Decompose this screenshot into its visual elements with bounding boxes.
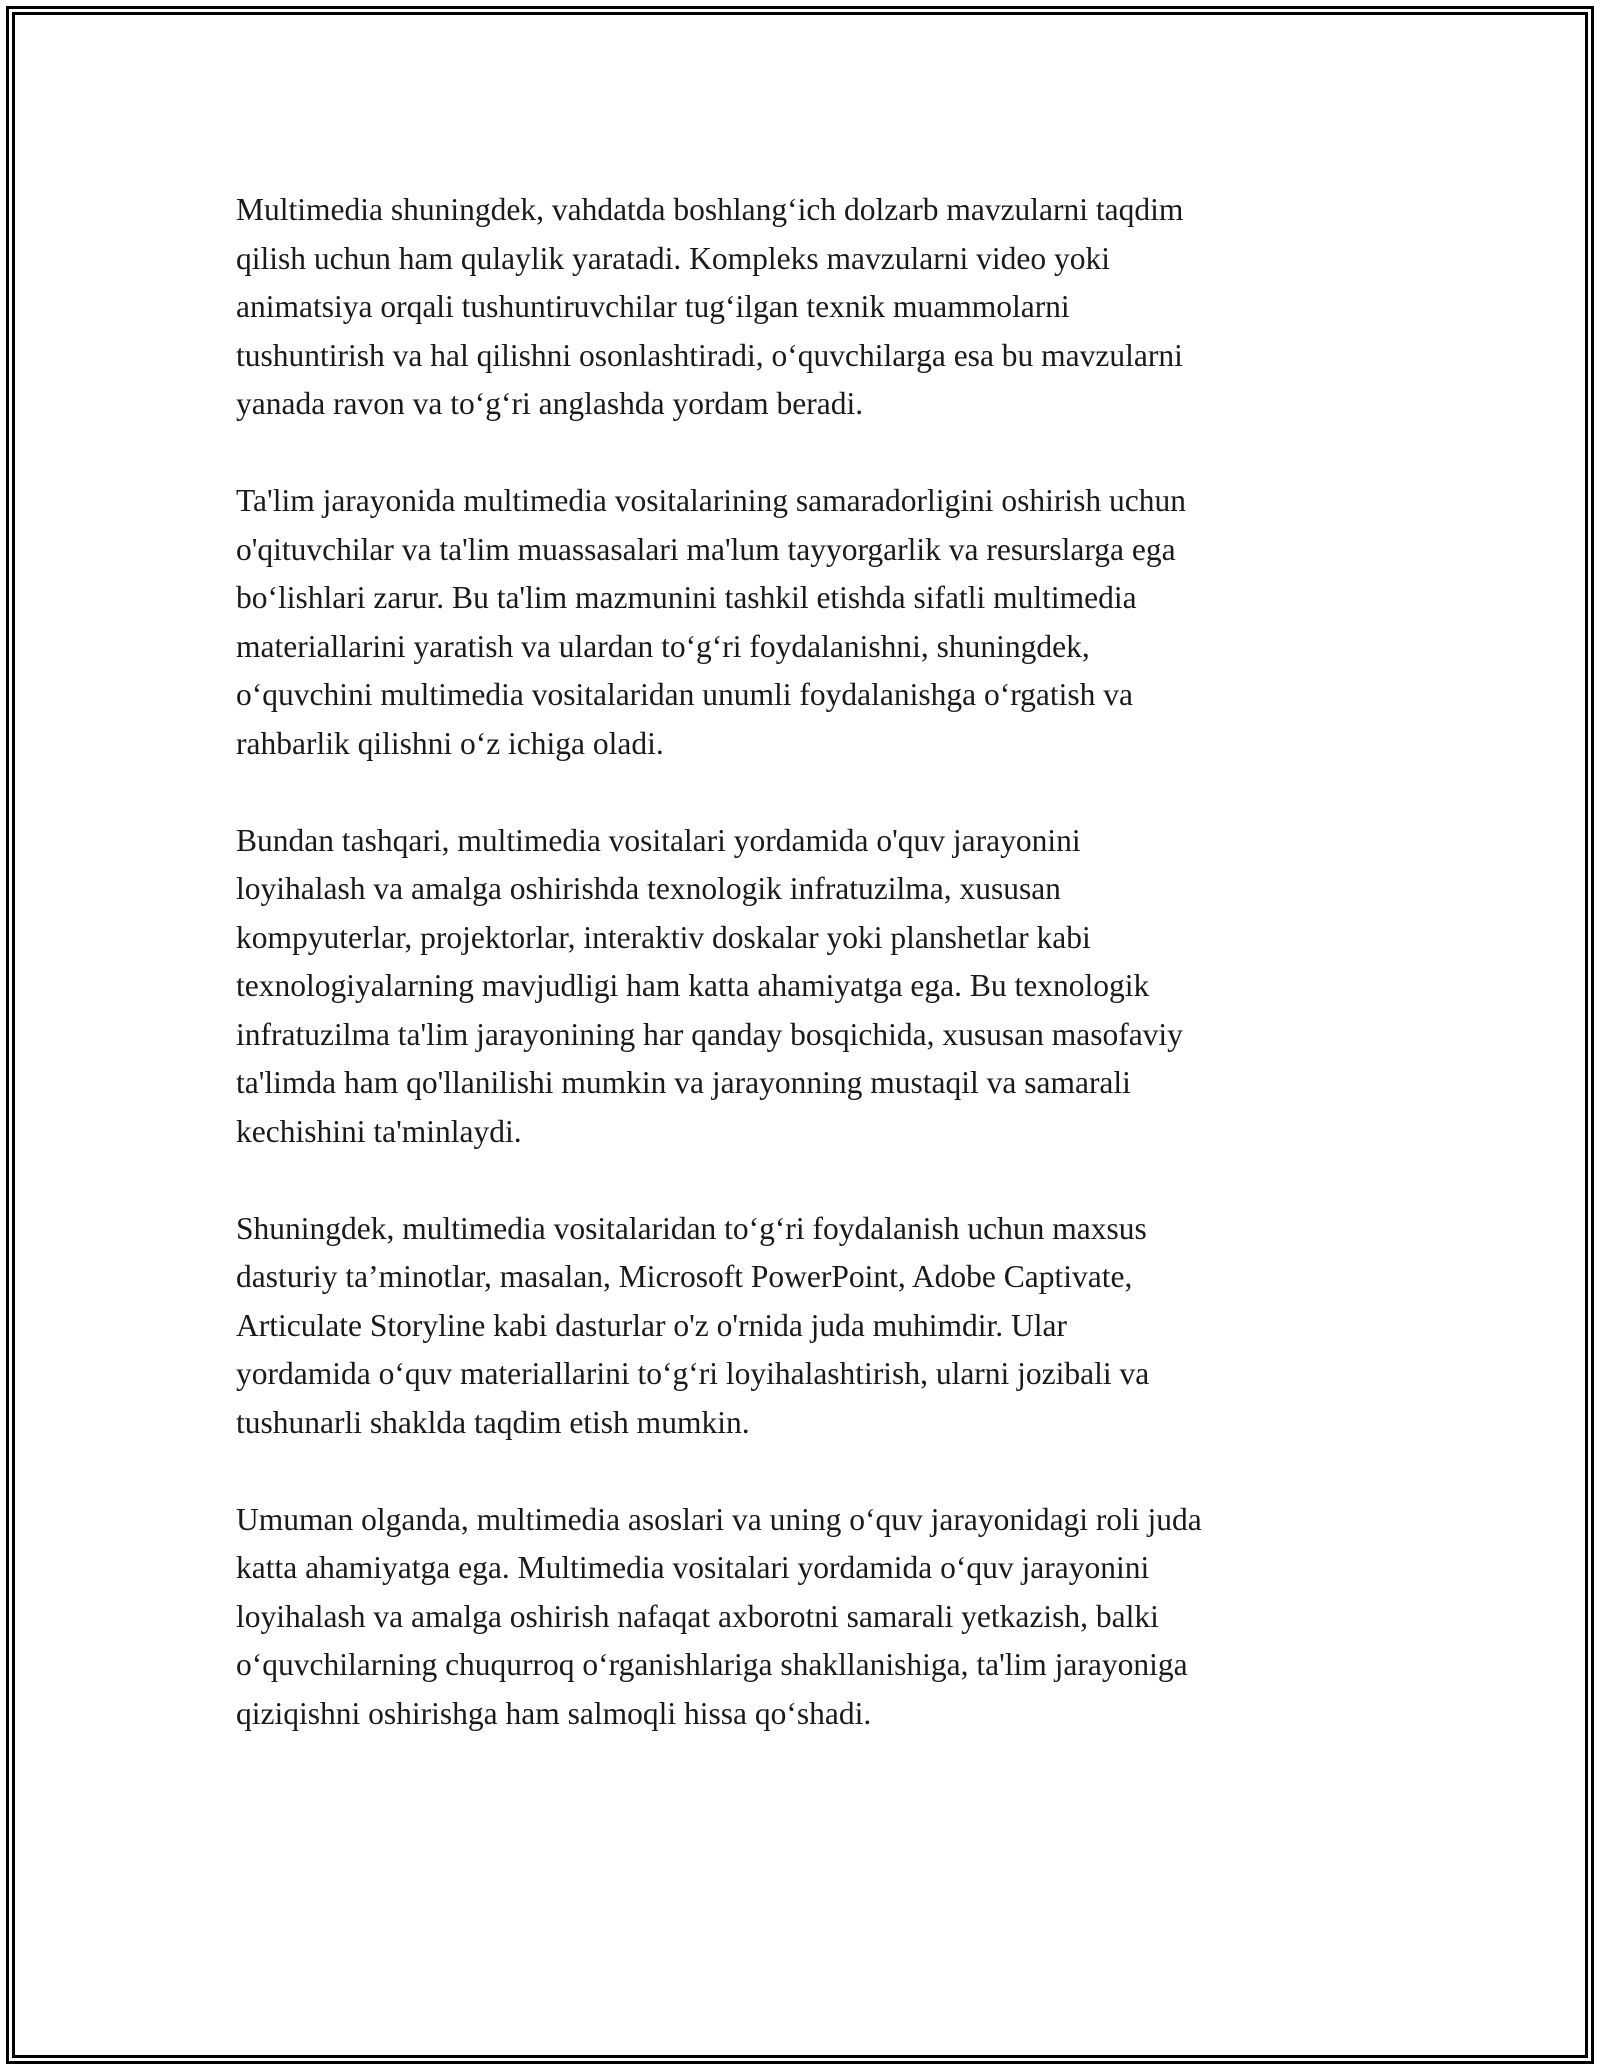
paragraph-line: qiziqishni oshirishga ham salmoqli hissa qo‘shadi. — [236, 1695, 872, 1731]
paragraph-2 — [236, 477, 1376, 768]
paragraph-line: yordamida o‘quv materiallarini to‘g‘ri loyihalashtirish, ularni jozibali va — [236, 1356, 1150, 1391]
paragraph-3 — [236, 817, 1376, 1157]
paragraph-line: kompyuterlar, projektorlar, interaktiv doskalar yoki planshetlar kabi — [236, 919, 1091, 955]
paragraph-line: Articulate Storyline kabi dasturlar o'z o'rnida juda muhimdir. Ular — [236, 1307, 1068, 1343]
paragraph-line: Ta'lim jarayonida multimedia vositalarining samaradorligini oshirish uchun — [236, 483, 1187, 518]
paragraph-line: tushuntirish va hal qilishni osonlashtiradi, o‘quvchilarga esa bu mavzularni — [236, 337, 1183, 373]
paragraph-line: o‘quvchini multimedia vositalaridan unumli foydalanishga o‘rgatish va — [236, 677, 1133, 712]
paragraph-line: rahbarlik qilishni o‘z ichiga oladi. — [236, 725, 664, 761]
paragraph-line: animatsiya orqali tushuntiruvchilar tug‘ilgan texnik muammolarni — [236, 289, 1070, 324]
paragraph-line: o‘quvchilarning chuqurroq o‘rganishlariga shakllanishiga, ta'lim jarayoniga — [236, 1647, 1188, 1682]
paragraph-line: loyihalash va amalga oshirish nafaqat axborotni samarali yetkazish, balki — [236, 1598, 1159, 1634]
paragraph-line: o'qituvchilar va ta'lim muassasalari ma'lum tayyorgarlik va resurslarga ega — [236, 531, 1176, 567]
paragraph-line: infratuzilma ta'lim jarayonining har qanday bosqichida, xususan masofaviy — [236, 1016, 1183, 1052]
paragraph-line: ta'limda ham qo'llanilishi mumkin va jarayonning mustaqil va samarali — [236, 1065, 1131, 1100]
paragraph-5 — [236, 1496, 1376, 1739]
document-body — [236, 186, 1376, 1787]
paragraph-line: qilish uchun ham qulaylik yaratadi. Kompleks mavzularni video yoki — [236, 240, 1110, 276]
paragraph-line: Bundan tashqari, multimedia vositalari yordamida o'quv jarayonini — [236, 822, 1081, 858]
paragraph-line: bo‘lishlari zarur. Bu ta'lim mazmunini tashkil etishda sifatli multimedia — [236, 580, 1137, 615]
paragraph-line: texnologiyalarning mavjudligi ham katta ahamiyatga ega. Bu texnologik — [236, 968, 1150, 1003]
paragraph-1 — [236, 186, 1376, 429]
paragraph-line: Multimedia shuningdek, vahdatda boshlang‘ich dolzarb mavzularni taqdim — [236, 192, 1184, 227]
paragraph-line: tushunarli shaklda taqdim etish mumkin. — [236, 1404, 750, 1440]
paragraph-line: kechishini ta'minlaydi. — [236, 1113, 522, 1149]
paragraph-line: materiallarini yaratish va ulardan to‘g‘ri foydalanishni, shuningdek, — [236, 628, 1090, 664]
paragraph-line: dasturiy ta’minotlar, masalan, Microsoft PowerPoint, Adobe Captivate, — [236, 1259, 1133, 1294]
paragraph-4 — [236, 1205, 1376, 1448]
paragraph-line: loyihalash va amalga oshirishda texnologik infratuzilma, xususan — [236, 871, 1061, 906]
paragraph-line: Umuman olganda, multimedia asoslari va uning o‘quv jarayonidagi roli juda — [236, 1501, 1202, 1537]
paragraph-line: yanada ravon va to‘g‘ri anglashda yordam beradi. — [236, 386, 864, 421]
paragraph-line: Shuningdek, multimedia vositalaridan to‘g‘ri foydalanish uchun maxsus — [236, 1210, 1147, 1246]
paragraph-line: katta ahamiyatga ega. Multimedia vositalari yordamida o‘quv jarayonini — [236, 1550, 1150, 1585]
